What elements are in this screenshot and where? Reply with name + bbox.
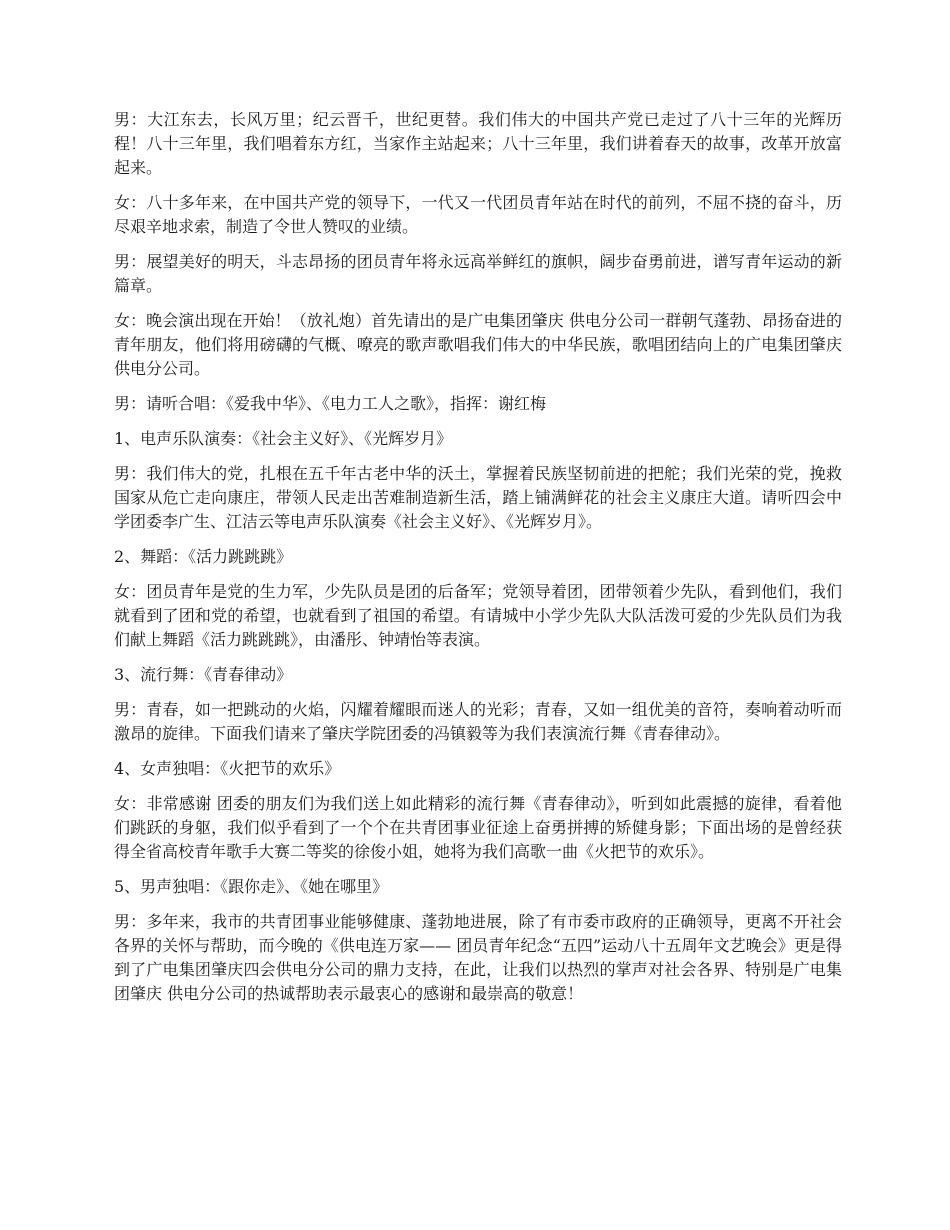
paragraph-item-1-intro: 男：我们伟大的党，扎根在五千年古老中华的沃土，掌握着民族坚韧前进的把舵；我们光荣的党，挽救国家从危亡走向康庄，带领人民走出苦难制造新生活，踏上铺满鲜花的社会主义康庄大道。请听四会中学团委李广生、江洁云等电声乐队演奏《社会主义好》、《光辉岁月》。	[114, 464, 842, 531]
program-item-4-heading: 4、女声独唱：《火把节的欢乐》	[114, 759, 341, 778]
paragraph-item-2-intro: 女：团员青年是党的生力军，少先队员是团的后备军；党领导着团，团带领着少先队，看到他们，我们就看到了团和党的希望，也就看到了祖国的希望。有请城中小学少先队大队活泼可爱的少先队员们为我们献上舞蹈《活力跳跳跳》，由潘彤、钟靖怡等表演。	[114, 582, 842, 649]
paragraph-item-4-intro: 女：非常感谢 团委的朋友们为我们送上如此精彩的流行舞《青春律动》，听到如此震撼的旋律，看着他们跳跃的身躯，我们似乎看到了一个个在共青团事业征途上奋勇拼搏的矫健身影；下面出场的是曾经获得全省高校青年歌手大赛二等奖的徐俊小姐，她将为我们高歌一曲《火把节的欢乐》。	[114, 794, 842, 861]
paragraph-chorus: 男：请听合唱：《爱我中华》、《电力工人之歌》，指挥：谢红梅	[114, 394, 547, 413]
program-item-5-heading: 5、男声独唱：《跟你走》、《她在哪里》	[114, 877, 389, 896]
paragraph-item-3-intro: 男：青春，如一把跳动的火焰，闪耀着耀眼而迷人的光彩；青春，又如一组优美的音符，奏响着动听而激昂的旋律。下面我们请来了肇庆学院团委的冯镇毅等为我们表演流行舞《青春律动》。	[114, 700, 842, 743]
program-item-1-heading: 1、电声乐队演奏：《社会主义好》、《光辉岁月》	[114, 429, 453, 448]
program-item-3-heading: 3、流行舞：《青春律动》	[114, 665, 293, 684]
paragraph-outlook-male: 男：展望美好的明天，斗志昂扬的团员青年将永远高举鲜红的旗帜，阔步奋勇前进，谱写青年运动的新篇章。	[114, 252, 842, 295]
paragraph-item-5-intro: 男：多年来，我市的共青团事业能够健康、蓬勃地进展，除了有市委市政府的正确领导，更离不开社会各界的关怀与帮助，而今晚的《供电连万家—— 团员青年纪念“五四”运动八十五周年文艺晚会》更是得到了广电集团肇庆四会供电分公司的鼎力支持，在此，让我们以热烈的掌声对社会各界、特别是广电集团肇庆 供电分公司的热诚帮助表示最衷心的感谢和最崇高的敬意！	[114, 912, 842, 1003]
program-item-2-heading: 2、舞蹈：《活力跳跳跳》	[114, 547, 293, 566]
paragraph-opening-male: 男：大江东去，长风万里；纪云晋千，世纪更替。我们伟大的中国共产党已走过了八十三年的光辉历程！八十三年里，我们唱着东方红，当家作主站起来；八十三年里，我们讲着春天的故事，改革开放富起来。	[114, 110, 842, 177]
paragraph-show-start: 女：晚会演出现在开始！（放礼炮）首先请出的是广电集团肇庆 供电分公司一群朝气蓬勃、昂扬奋进的青年朋友，他们将用磅礴的气概、嘹亮的歌声歌唱我们伟大的中华民族，歌唱团结向上的广电集团肇庆 供电分公司。	[114, 311, 842, 378]
paragraph-opening-female: 女：八十多年来，在中国共产党的领导下，一代又一代团员青年站在时代的前列，不屈不挠的奋斗，历尽艰辛地求索，制造了令世人赞叹的业绩。	[114, 193, 842, 236]
document-body	[114, 108, 842, 1017]
